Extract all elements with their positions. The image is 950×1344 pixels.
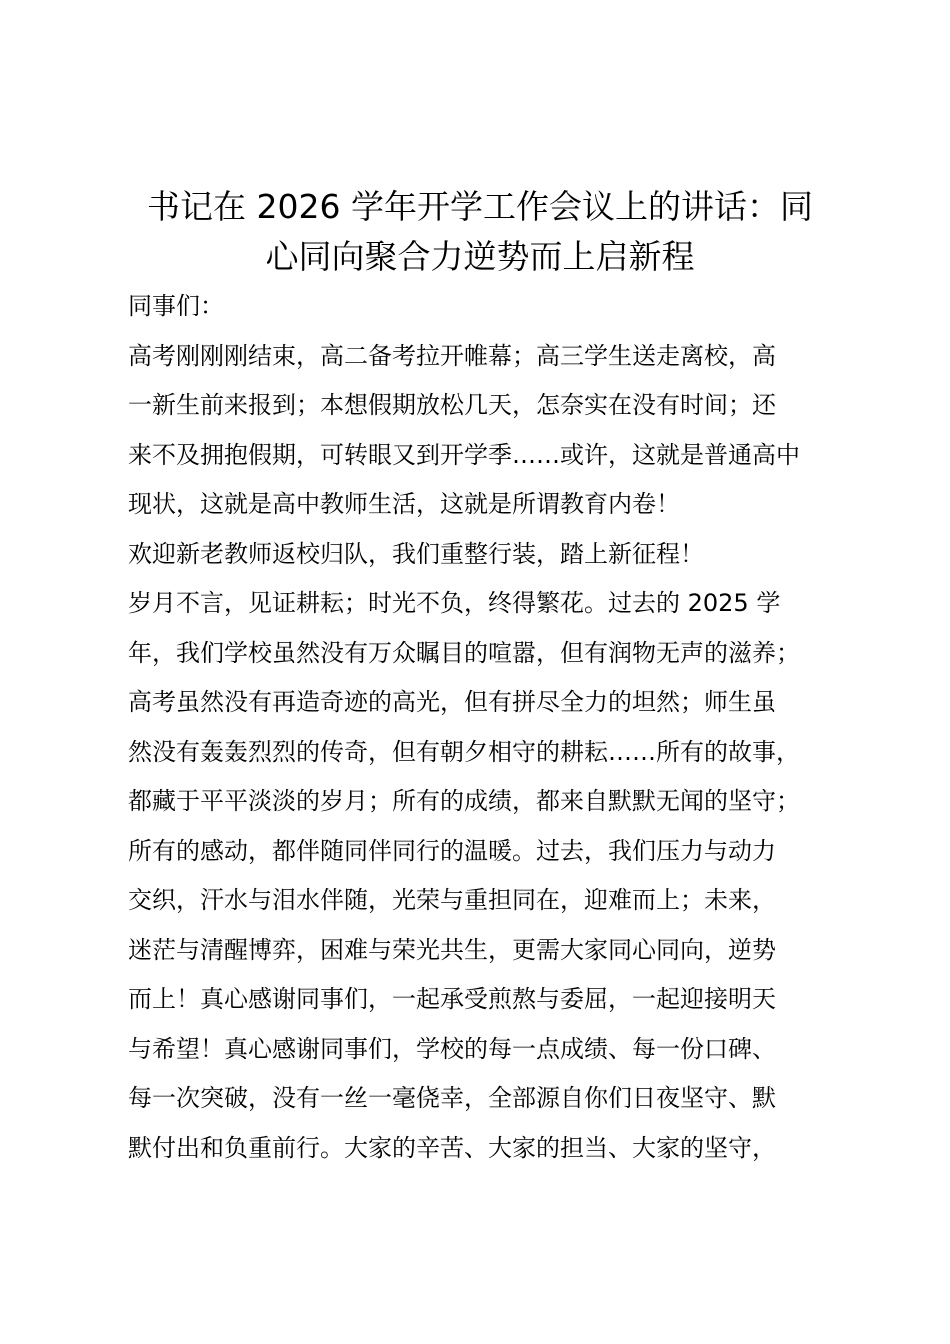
text-line: 而上！真心感谢同事们，一起承受煎熬与委屈，一起迎接明天 xyxy=(128,985,776,1013)
text-line: 一新生前来报到；本想假期放松几天，怎奈实在没有时间；还 xyxy=(128,391,776,419)
paragraph xyxy=(128,579,868,1173)
text-line: 同事们： xyxy=(128,292,224,320)
title-line: 书记在 2026 学年开学工作会议上的讲话：同 xyxy=(147,187,813,226)
text-line: 年，我们学校虽然没有万众瞩目的喧嚣，但有润物无声的滋养； xyxy=(128,638,800,667)
text-line: 高考虽然没有再造奇迹的高光，但有拼尽全力的坦然；师生虽 xyxy=(128,688,776,716)
salutation xyxy=(128,282,868,332)
paragraph xyxy=(128,530,868,580)
text-line: 迷茫与清醒博弈，困难与荣光共生，更需大家同心同向，逆势 xyxy=(128,935,776,964)
text-line: 所有的感动，都伴随同伴同行的温暖。过去，我们压力与动力 xyxy=(128,836,776,865)
text-line: 都藏于平平淡淡的岁月；所有的成绩，都来自默默无闻的坚守； xyxy=(128,787,800,815)
text-line: 欢迎新老教师返校归队，我们重整行装，踏上新征程！ xyxy=(128,539,704,568)
title-line: 心同向聚合力逆势而上启新程 xyxy=(265,237,695,276)
text-line: 岁月不言，见证耕耘；时光不负，终得繁花。过去的 2025 学 xyxy=(128,589,781,617)
paragraph xyxy=(128,332,868,530)
document-title xyxy=(100,182,860,282)
text-line: 然没有轰轰烈烈的传奇，但有朝夕相守的耕耘……所有的故事， xyxy=(128,737,800,766)
document-body xyxy=(128,282,868,1173)
text-line: 与希望！真心感谢同事们，学校的每一点成绩、每一份口碑、 xyxy=(128,1034,776,1063)
text-line: 现状，这就是高中教师生活，这就是所谓教育内卷！ xyxy=(128,490,680,518)
text-line: 交织，汗水与泪水伴随，光荣与重担同在，迎难而上；未来， xyxy=(128,886,776,914)
text-line: 来不及拥抱假期，可转眼又到开学季……或许，这就是普通高中 xyxy=(128,440,800,469)
text-line: 默付出和负重前行。大家的辛苦、大家的担当、大家的坚守， xyxy=(128,1133,776,1162)
text-line: 高考刚刚刚结束，高二备考拉开帷幕；高三学生送走离校，高 xyxy=(128,341,776,370)
text-line: 每一次突破，没有一丝一毫侥幸，全部源自你们日夜坚守、默 xyxy=(128,1084,776,1112)
